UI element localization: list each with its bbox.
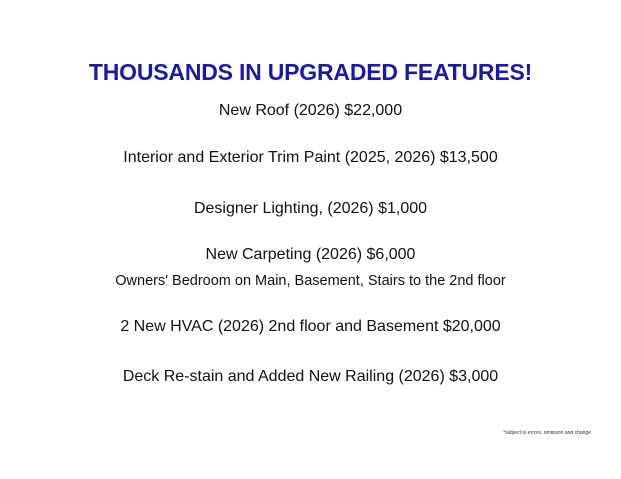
feature-designer-lighting: Designer Lighting, (2026) $1,000	[193, 200, 428, 217]
disclaimer-note: *subject to errors, omission and change	[503, 430, 591, 436]
feature-trim-paint: Interior and Exterior Trim Paint (2025, 2026) $13,500	[123, 149, 498, 166]
feature-carpeting-detail: Owners' Bedroom on Main, Basement, Stairs to the 2nd floor	[115, 273, 506, 289]
feature-new-hvac: 2 New HVAC (2026) 2nd floor and Basement $20,000	[120, 318, 501, 335]
feature-new-carpeting: New Carpeting (2026) $6,000	[205, 246, 416, 263]
page-title: THOUSANDS IN UPGRADED FEATURES!	[88, 59, 533, 85]
feature-new-roof: New Roof (2026) $22,000	[218, 102, 403, 119]
feature-deck-railing: Deck Re-stain and Added New Railing (2026) $3,000	[122, 368, 499, 385]
